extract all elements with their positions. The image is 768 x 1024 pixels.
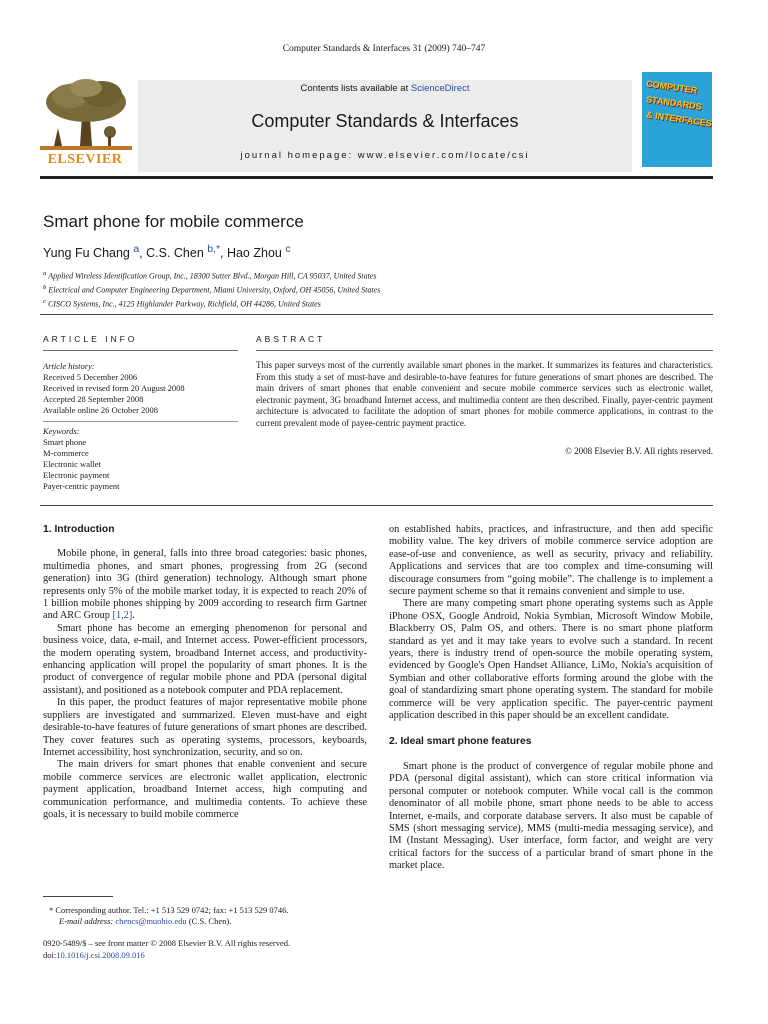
paragraph: There are many competing smart phone operating systems such as Apple iPhone OSX, Google Android, Nokia Symbian, Microsoft Window Mobile, Blackberry OS, Palm OS, and others. There is no smart phone platform standard as yet and it may take years to evolve such a standard. In recent years, there is industry trend of open-source the mobile operating system, evidenced by Google's Open Handset Alliance, LiMo, Nokia's acquisition of Symbian and other collaborative efforts forming around the globe with the goal of standardizing smart phone operating system. The standard for mobile commerce will be very application specific. The payer-centric payment application described in this paper should be an excellent candidate. [389,598,713,722]
author-affil-mark[interactable]: a [133,244,140,255]
paragraph: Smart phone is the product of convergence of regular mobile phone and PDA (personal digital assistant), which can store critical information via personal computer or notebook computer. While vocal call is the common denominator of all mobile phone, smart phone needs to be able to access Internet, e-mails, and corporate database servers. It also must be capable of SMS (short messaging service), MMS (multi-media messaging service), and IM (Instant Messaging). User interface, form factor, and weight are very critical factors for the success of a particular brand of smart phone in the market place. [389,760,713,872]
paragraph-text: Mobile phone, in general, falls into three broad categories: basic phones, multimedia phones, and smart phones, progressing from 2G (second generation) into 3G (third generation) technology. Although smart phone represents only 5% of the mobile market today, it is expected to reach 20% of 1 billion mobile phones shipping by 2009 according to research firm Gartner and ARC Group [43,548,367,622]
running-head: Computer Standards & Interfaces 31 (2009) 740–747 [282,44,486,54]
keyword: M-commerce [43,448,89,458]
journal-cover-thumbnail[interactable] [642,72,712,167]
email-suffix: (C.S. Chen). [186,916,232,926]
doi-label: doi: [43,949,57,960]
header-rule [40,176,713,179]
author-name: Yung Fu Chang [43,246,130,261]
affiliation-line [43,268,380,282]
affil-text: Electrical and Computer Engineering Department, Miami University, Oxford, OH 45056, United States [48,285,381,295]
footnote-rule [43,896,113,897]
affil-mark: b [43,284,47,292]
affiliation-line [43,296,380,310]
section-heading: 1. Introduction [43,524,115,535]
cover-line: STANDARDS [645,94,703,112]
affiliation-line [43,282,380,296]
keyword: Smart phone [43,437,87,447]
affil-mark: c [43,298,46,306]
section-heading: 2. Ideal smart phone features [389,735,532,747]
history-item: Accepted 28 September 2008 [43,394,144,404]
paragraph: on established habits, practices, and infrastructure, and then add specific mobility value. The key drivers of mobile commerce service adoption are ease-of-use and convenience, as well as security, privacy and reliability. Applications and services that are too complex and time-consuming will discourage consumers from “going mobile”. The challenge is to implement a secure payment scheme so that it remains convenient and simple to use. [389,524,713,598]
divider [40,314,713,315]
history-item: Received in revised form 20 August 2008 [43,383,185,393]
issn-line: 0920-5489/$ – see front matter © 2008 Elsevier B.V. All rights reserved. [43,938,291,948]
author-list: Yung Fu Chang $^a$, C.S. Chen $^{b,*}$, Hao Zhou $^c$ [43,244,291,261]
divider [43,421,238,422]
affil-mark: a [43,270,47,277]
issn-block [43,938,373,961]
corresponding-author: * Corresponding author. Tel.: +1 513 529 0742; fax: +1 513 529 0746. [49,905,289,915]
history-item: Received 5 December 2006 [43,372,138,382]
keywords [43,426,120,492]
keyword: Electronic wallet [43,459,101,469]
affiliations [43,268,380,310]
article-title: Smart phone for mobile commerce [43,212,304,231]
abstract-heading: ABSTRACT [256,334,326,344]
author-affil-mark[interactable]: b,* [207,244,220,255]
corresponding-footnote [43,905,373,927]
divider [43,350,238,351]
paragraph: In this paper, the product features of major representative mobile phone suppliers are investigated and summarized. Eleven must-have and eight desirable-to-have features of future generations of smart phones are described. They cover features such as operating systems, processors, keyboards, Internet accessibility, host synchronization, security, and so on. [43,697,367,758]
contents-line [138,83,632,94]
citation-link[interactable]: [1,2] [112,610,133,622]
keyword: Electronic payment [43,470,110,480]
doi-line [43,950,373,962]
cover-line: & INTERFACES [645,109,712,129]
doi-link[interactable]: 10.1016/j.csi.2008.09.016 [56,949,145,960]
journal-title: Computer Standards & Interfaces [251,111,519,131]
cover-line: COMPUTER [645,78,698,96]
body-column-right [389,524,713,873]
paragraph: The main drivers for smart phones that enable convenient and secure mobile commerce services are electronic wallet application, electronic payment application, broadband Internet access, high computing and communication performance, and multimedia contents. To achieve these goals, it is necessary to build mobile commerce [43,759,367,820]
article-history [43,361,185,416]
divider [256,350,713,351]
abstract-text: This paper surveys most of the currently available smart phones in the market. It summarizes its features and characteristics. From this study a set of must-have and desirable-to-have features for future generations of smart phones are described. The main drivers of smart phones that enable convenient and secure mobile commerce services such as electronic wallet, electronic payment, 3G broadband Internet access, and multimedia content are then described. Finally, payer-centric payment architecture is advocated to facilitate the adoption of smart phones for mobile commerce applications, in contrast to the current prevalent mode of payee-centric payment practice. [256,360,713,428]
divider [40,505,713,506]
author-affil-mark[interactable]: c [285,244,291,255]
keyword: Payer-centric payment [43,481,120,491]
sciencedirect-link[interactable]: ScienceDirect [410,83,470,94]
elsevier-wordmark: ELSEVIER [47,152,123,167]
paragraph: Smart phone has become an emerging phenomenon for personal and business voice, data, e-mail, and Internet access. Power-efficient processors, the modern operating system, broadband Internet access, and productivity-enhancing application will propel the popularity of smart phones. It is the product of convergence of regular mobile phone and PDA (personal digital assistant), and positioned as a notebook computer and PDA replacement. [43,622,367,696]
body-column-left [43,524,367,821]
contents-prefix: Contents lists available at [300,83,411,94]
paragraph [43,548,367,622]
article-info-heading: ARTICLE INFO [43,334,138,344]
paragraph-text: . [132,610,135,622]
email-link[interactable]: chencs@muohio.edu [115,916,187,926]
history-label: Article history: [43,361,95,371]
author-name: C.S. Chen [146,246,204,261]
journal-homepage[interactable]: journal homepage: www.elsevier.com/locate/csi [240,150,530,161]
affil-text: CISCO Systems, Inc., 4125 Highlander Parkway, Richfield, OH 44286, United States [47,299,321,309]
keywords-label: Keywords: [43,426,80,436]
author-name: Hao Zhou [226,246,282,261]
affil-text: Applied Wireless Identification Group, Inc., 18300 Sutter Blvd., Morgan Hill, CA 95037, United States [48,271,377,281]
history-item: Available online 26 October 2008 [43,405,159,415]
email-label: E-mail address: [59,916,116,926]
tree-icon [40,76,132,152]
email-line [43,916,373,927]
copyright-notice: © 2008 Elsevier B.V. All rights reserved. [565,446,713,456]
